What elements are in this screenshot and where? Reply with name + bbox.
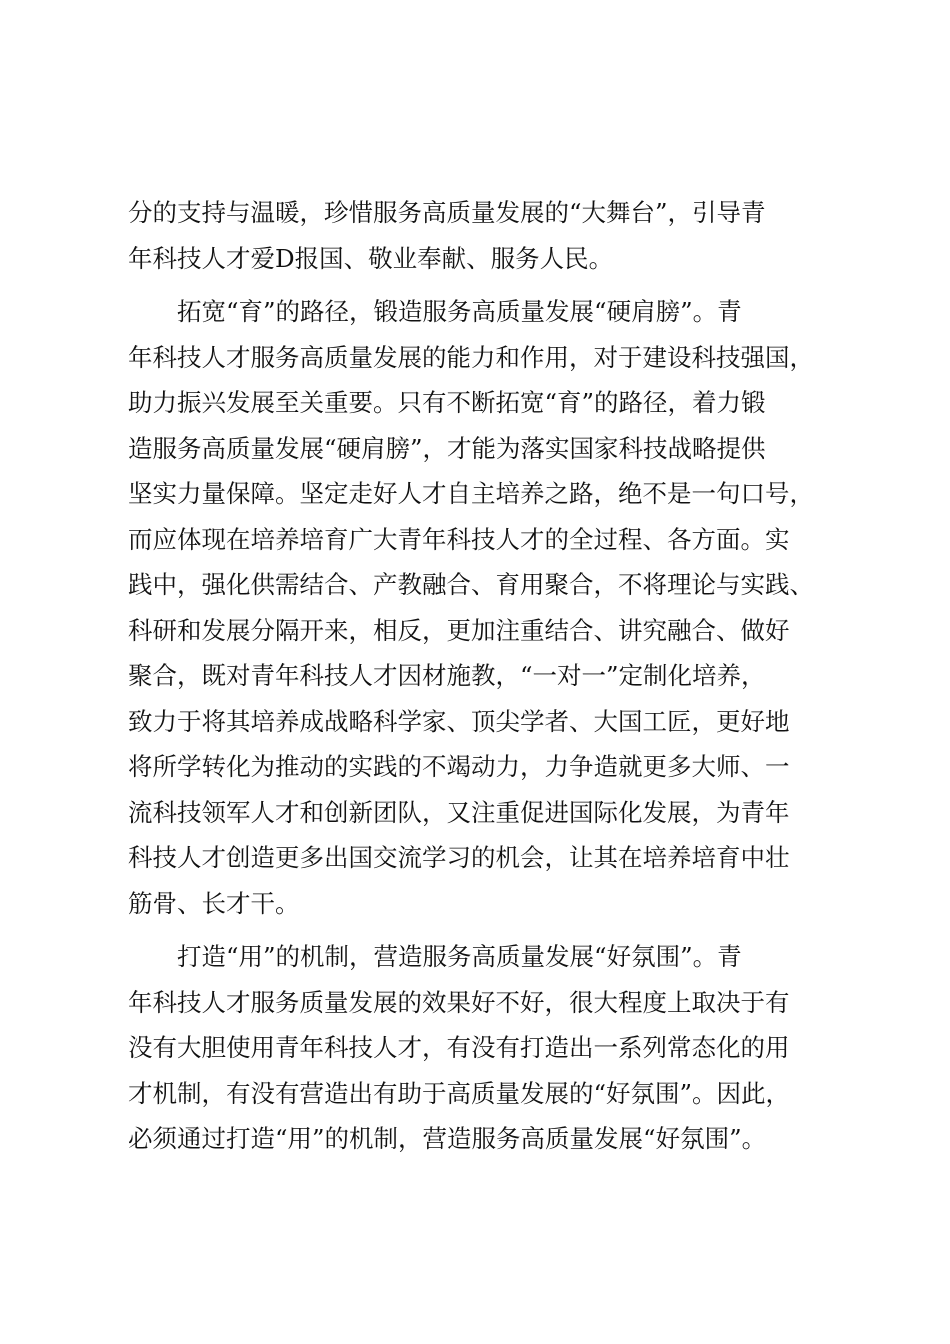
text-line: 筋骨、长才干。 [128,888,300,918]
text-line-indented: 拓宽“育”的路径，锻造服务高质量发展“硬肩膀”。青 [177,297,742,326]
text-line: 年科技人才爱D报国、敬业奉献、服务人民。 [128,243,614,273]
text-line: 致力于将其培养成战略科学家、顶尖学者、大国工匠，更好地 [128,706,790,736]
text-line: 科技人才创造更多出国交流学习的机会，让其在培养培育中壮 [128,843,790,872]
text-line: 聚合，既对青年科技人才因材施教，“一对一”定制化培养， [128,661,766,690]
paragraph-continuation [128,190,868,281]
text-line: 必须通过打造“用”的机制，营造服务高质量发展“好氛围”。 [128,1124,767,1153]
text-line: 而应体现在培养培育广大青年科技人才的全过程、各方面。实 [128,524,790,554]
text-line: 流科技领军人才和创新团队，又注重促进国际化发展，为青年 [128,797,790,827]
paragraph-gap [128,926,868,934]
text-line: 将所学转化为推动的实践的不竭动力，力争造就更多大师、一 [128,752,790,781]
text-line: 年科技人才服务质量发展的效果好不好，很大程度上取决于有 [128,987,790,1017]
text-line: 才机制，有没有营造出有助于高质量发展的“好氛围”。因此， [128,1078,791,1108]
paragraph-mechanism [128,934,868,1162]
text-line: 年科技人才服务高质量发展的能力和作用，对于建设科技强国， [128,342,814,372]
text-line-indented: 打造“用”的机制，营造服务高质量发展“好氛围”。青 [177,942,742,971]
paragraph-cultivation [128,289,868,926]
text-line: 科研和发展分隔开来，相反，更加注重结合、讲究融合、做好 [128,615,790,645]
text-line: 坚实力量保障。坚定走好人才自主培养之路，绝不是一句口号， [128,479,814,508]
text-line: 践中，强化供需结合、产教融合、育用聚合，不将理论与实践、 [128,570,814,599]
text-line: 分的支持与温暖，珍惜服务高质量发展的“大舞台”，引导青 [128,198,766,227]
text-line: 助力振兴发展至关重要。只有不断拓宽“育”的路径，着力锻 [128,388,766,417]
document-body [128,190,868,1162]
text-line: 造服务高质量发展“硬肩膀”，才能为落实国家科技战略提供 [128,433,766,463]
paragraph-gap [128,281,868,289]
text-line: 没有大胆使用青年科技人才，有没有打造出一系列常态化的用 [128,1033,790,1062]
